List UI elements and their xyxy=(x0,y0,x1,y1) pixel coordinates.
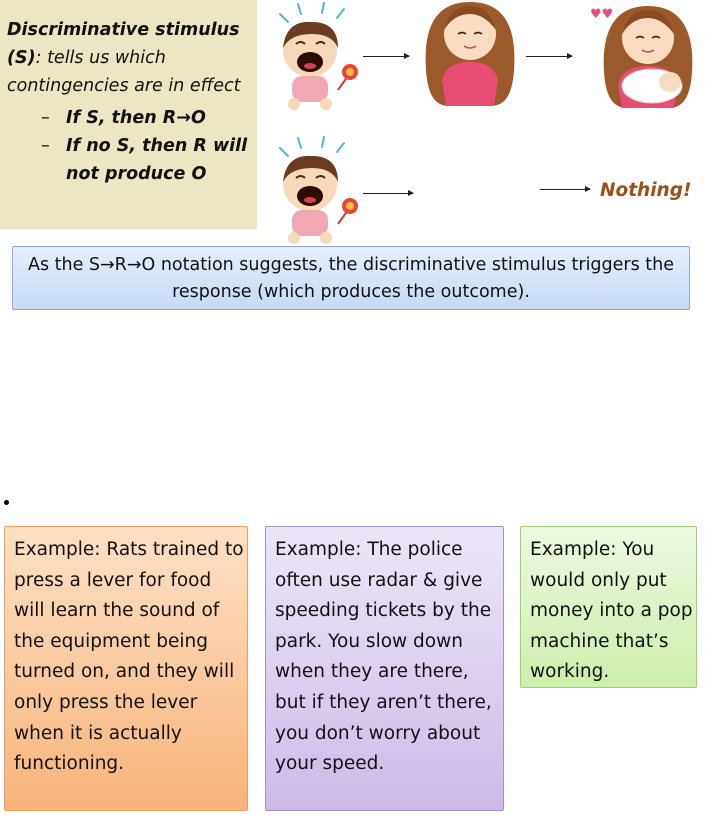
example-rats-box: Example: Rats trained to press a lever for food will learn the sound of the equipment being turned on, and they will only press the lever when it is actually functioning. xyxy=(4,526,248,811)
arrow-baby-no-s xyxy=(363,193,413,194)
example-police-box: Example: The police often use radar & give speeding tickets by the park. You slow down when they are there, but if they aren’t there, you don’t worry about your speed. xyxy=(265,526,504,811)
contingency-item-if-s: – If S, then R→O xyxy=(41,108,206,128)
hearts-icon: ♥♥ xyxy=(590,7,614,22)
bullet-point xyxy=(4,500,9,505)
definition-text xyxy=(7,16,251,100)
contingency-item-if-no-s: – If no S, then R will not produce O xyxy=(41,136,248,184)
notation-note: As the S→R→O notation suggests, the discriminative stimulus triggers the response (which produces the outcome). xyxy=(12,246,690,310)
mother-holding-baby-illustration xyxy=(590,0,698,110)
definition-rest: : tells us which contingencies are in effect xyxy=(7,48,241,96)
arrow-to-nothing xyxy=(540,189,590,190)
nothing-label: Nothing! xyxy=(600,180,692,201)
mother-illustration xyxy=(420,0,520,108)
example-pop-machine-box: Example: You would only put money into a pop machine that’s working. xyxy=(520,526,697,688)
arrow-mother-to-comfort xyxy=(526,56,572,57)
crying-baby-no-stimulus-illustration xyxy=(268,134,364,246)
arrow-baby-to-mother xyxy=(363,56,409,57)
definition-box xyxy=(0,0,257,229)
contingency-list xyxy=(7,104,251,188)
crying-baby-illustration xyxy=(268,0,364,112)
definition-term: Discriminative stimulus (S) xyxy=(7,20,240,68)
